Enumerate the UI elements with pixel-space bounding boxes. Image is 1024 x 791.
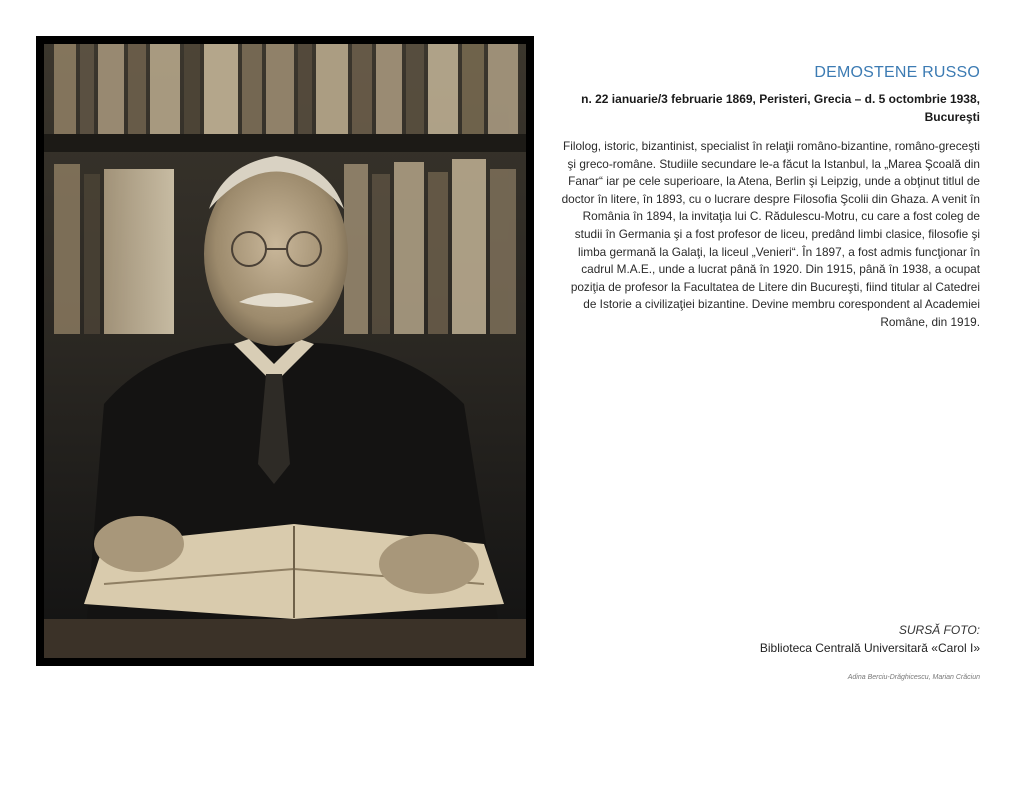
- person-name: DEMOSTENE RUSSO: [814, 64, 980, 81]
- portrait-frame: [36, 36, 534, 666]
- photo-source-text: Biblioteca Centrală Universitară «Carol I»: [759, 641, 980, 655]
- portrait-image: [44, 44, 526, 658]
- photo-source-label: SURSĂ FOTO:: [898, 623, 980, 637]
- life-dates: n. 22 ianuarie/3 februarie 1869, Peristeri, Grecia – d. 5 octombrie 1938, Bucureşti: [581, 92, 980, 124]
- portrait-photo: [44, 44, 526, 658]
- author-credit: Adina Berciu-Drăghicescu, Marian Crăciun: [847, 674, 980, 681]
- biography-text: Filolog, istoric, bizantinist, specialist în relaţii româno-bizantine, româno-greceşti şi greco-române. Studiile secundare le-a făcut la Istanbul, la „Marea Şcoală din Fanar“ iar pe cele superioare, la Atena, Berlin şi Leipzig, unde a obţinut titlul de doctor în litere, în 1893, cu o lucrare despre Filosofia Şcolii din Ghaza. A venit în România în 1894, la invitaţia lui C. Rădulescu-Motru, cu care a fost coleg de studii în Germania şi a fost profesor de liceu, predând limbi clasice, filosofie şi limba germană la Galaţi, la liceul „Venieri“. În 1897, a fost admis funcţionar în cadrul M.A.E., unde a lucrat până în 1920. Din 1915, până în 1938, a ocupat poziţia de profesor la Facultatea de Litere din Bucureşti, fiind titular al Catedrei de Istorie a civilizaţiei bizantine. Devine membru corespondent al Academiei Române, din 1919.: [561, 139, 980, 329]
